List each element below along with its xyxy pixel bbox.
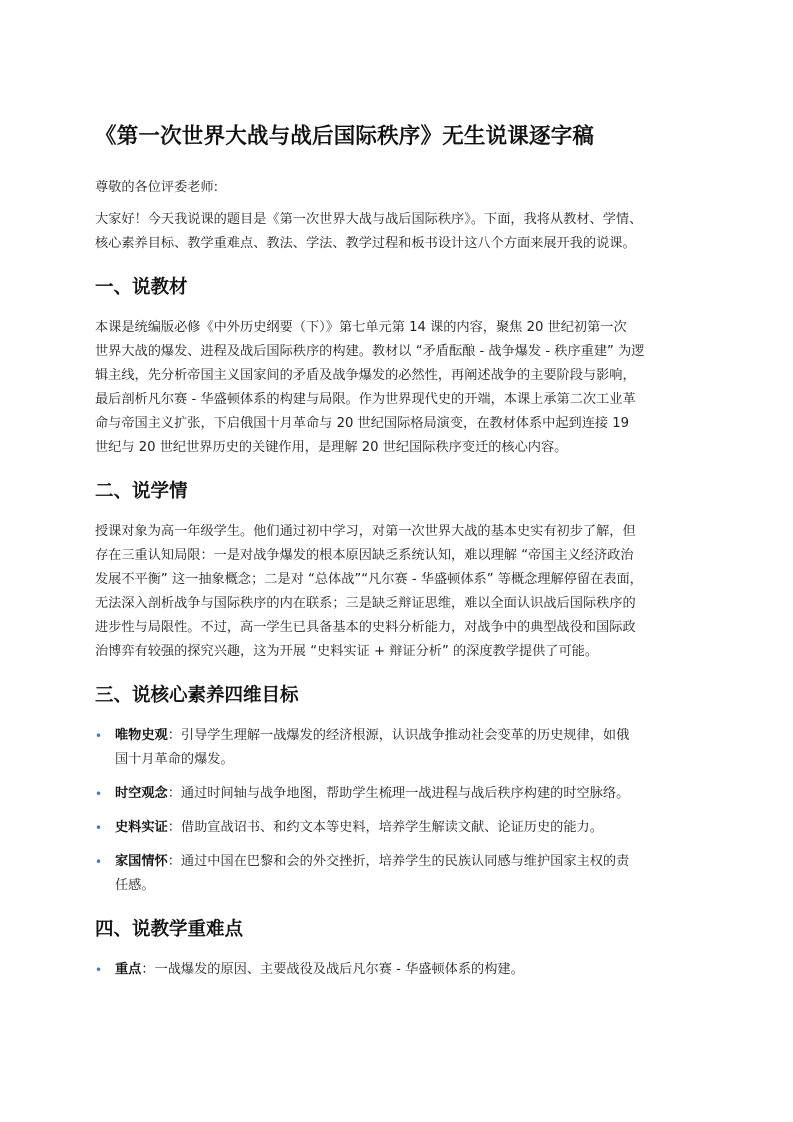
list-item xyxy=(95,850,715,898)
section-heading-textbook: 一、说教材 xyxy=(95,277,188,298)
bullet-icon: • xyxy=(95,963,103,977)
intro-paragraph xyxy=(95,208,715,256)
text-line: ：通过中国在巴黎和会的外交挫折，培养学生的民族认同感与维护国家主权的责 xyxy=(167,854,630,869)
list-item xyxy=(95,782,715,806)
text-line: 治博弈有较强的探究兴趣，这为开展 “史料实证 + 辩证分析” 的深度教学提供了可能。 xyxy=(95,644,599,659)
text-line: ：借助宣战诏书、和约文本等史料，培养学生解读文献、论证历史的能力。 xyxy=(167,820,603,835)
item-label: 时空观念 xyxy=(115,786,168,801)
bullet-icon: • xyxy=(95,729,103,743)
text-line: 辑主线，先分析帝国主义国家间的矛盾及战争爆发的必然性，再阐述战争的主要阶段与影响， xyxy=(95,368,636,383)
page-title: 《第一次世界大战与战后国际秩序》无生说课逐字稿 xyxy=(95,124,595,149)
text-line: 世纪与 20 世纪世界历史的关键作用，是理解 20 世纪国际秩序变迁的核心内容。 xyxy=(95,440,568,455)
list-item xyxy=(95,958,715,982)
text-line: ：一战爆发的原因、主要战役及战后凡尔赛 - 华盛顿体系的构建。 xyxy=(141,962,524,977)
item-label: 唯物史观 xyxy=(115,728,168,743)
text-line: 无法深入剖析战争与国际秩序的内在联系；三是缺乏辩证思维，难以全面认识战后国际秩序的 xyxy=(95,596,636,611)
section-heading-goals: 三、说核心素养四维目标 xyxy=(95,685,299,706)
text-line: 最后剖析凡尔赛 - 华盛顿体系的构建与局限。作为世界现代史的开端，本课上承第二次工业革 xyxy=(95,392,636,407)
item-label: 家国情怀 xyxy=(115,854,168,869)
list-item xyxy=(95,816,715,840)
text-line: 核心素养目标、教学重难点、教法、学法、教学过程和板书设计这八个方面来展开我的说课。 xyxy=(95,236,636,251)
bullet-icon: • xyxy=(95,855,103,869)
section-heading-students: 二、说学情 xyxy=(95,481,188,502)
section-heading-keypoints: 四、说教学重难点 xyxy=(95,919,244,940)
item-label: 史料实证 xyxy=(115,820,168,835)
text-line: 存在三重认知局限：一是对战争爆发的根本原因缺乏系统认知，难以理解 “帝国主义经济政治 xyxy=(95,548,634,563)
item-label: 重点 xyxy=(115,962,142,977)
bullet-icon: • xyxy=(95,821,103,835)
text-line: 世界大战的爆发、进程及战后国际秩序的构建。教材以 “矛盾酝酿 - 战争爆发 - 秩序重建” 为逻 xyxy=(95,344,645,359)
text-line: ：引导学生理解一战爆发的经济根源，认识战争推动社会变革的历史规律，如俄 xyxy=(167,728,630,743)
text-line: 授课对象为高一年级学生。他们通过初中学习，对第一次世界大战的基本史实有初步了解，但 xyxy=(95,524,636,539)
greeting: 尊敬的各位评委老师: xyxy=(95,180,219,195)
document-page xyxy=(95,120,715,992)
list-item xyxy=(95,724,715,772)
goals-list xyxy=(95,724,715,898)
text-line: ：通过时间轴与战争地图，帮助学生梳理一战进程与战后秩序构建的时空脉络。 xyxy=(167,786,630,801)
bullet-icon: • xyxy=(95,787,103,801)
students-paragraph xyxy=(95,520,715,664)
text-line: 国十月革命的爆发。 xyxy=(115,752,234,767)
keypoints-list xyxy=(95,958,715,982)
text-line: 进步性与局限性。不过，高一学生已具备基本的史料分析能力，对战争中的典型战役和国际政 xyxy=(95,620,636,635)
text-line: 大家好！今天我说课的题目是《第一次世界大战与战后国际秩序》。下面，我将从教材、学情、 xyxy=(95,212,643,227)
text-line: 命与帝国主义扩张，下启俄国十月革命与 20 世纪国际格局演变，在教材体系中起到连接 19 xyxy=(95,416,630,431)
textbook-paragraph xyxy=(95,316,715,460)
text-line: 本课是统编版必修《中外历史纲要（下）》第七单元第 14 课的内容，聚焦 20 世纪初第一次 xyxy=(95,320,627,335)
text-line: 发展不平衡” 这一抽象概念；二是对 “总体战”“凡尔赛 - 华盛顿体系” 等概念理解停留在表面， xyxy=(95,572,643,587)
text-line: 任感。 xyxy=(115,878,155,893)
